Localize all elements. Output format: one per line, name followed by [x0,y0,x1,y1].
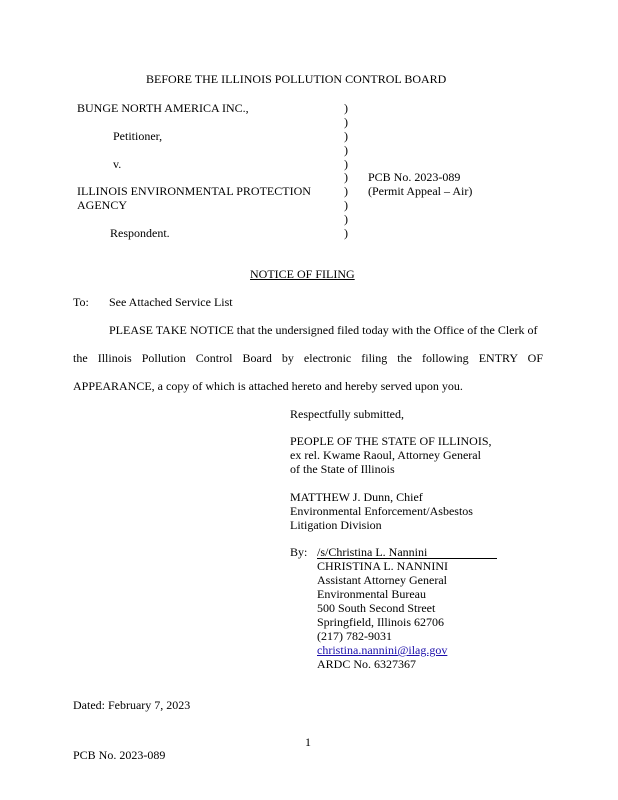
case-type: (Permit Appeal – Air) [368,184,473,198]
dated-line: Dated: February 7, 2023 [73,698,191,712]
attorney-street: 500 South Second Street [317,601,436,615]
versus-label: v. [113,157,122,171]
paren: ) [344,184,348,198]
body-line-2: the Illinois Pollution Control Board by electronic filing the following ENTRY OF [73,351,543,365]
paren: ) [344,170,348,184]
chief-line-1: MATTHEW J. Dunn, Chief [290,490,423,504]
people-line-3: of the State of Illinois [290,462,395,476]
attorney-title: Assistant Attorney General [317,573,447,587]
paren: ) [344,198,348,212]
electronic-signature: /s/Christina L. Nannini [317,545,428,559]
board-header: BEFORE THE ILLINOIS POLLUTION CONTROL BOARD [146,72,447,86]
attorney-phone: (217) 782-9031 [317,629,392,643]
paren: ) [344,212,348,226]
paren: ) [344,101,348,115]
paren: ) [344,226,348,240]
chief-line-3: Litigation Division [290,518,382,532]
to-value: See Attached Service List [109,295,233,309]
attorney-email-link[interactable]: christina.nannini@ilag.gov [317,643,448,657]
attorney-name: CHRISTINA L. NANNINI [317,559,448,573]
respondent-name-line2: AGENCY [77,198,127,212]
closing-text: Respectfully submitted, [290,407,404,421]
body-line-3: APPEARANCE, a copy of which is attached hereto and hereby served upon you. [73,379,463,393]
paren: ) [344,115,348,129]
chief-line-2: Environmental Enforcement/Asbestos [290,504,473,518]
by-label: By: [290,545,308,559]
to-label: To: [73,295,89,309]
paren: ) [344,129,348,143]
case-number: PCB No. 2023-089 [368,170,461,184]
body-line-1: PLEASE TAKE NOTICE that the undersigned filed today with the Office of the Clerk of [109,323,538,337]
paren: ) [344,157,348,171]
petitioner-role: Petitioner, [113,129,163,143]
notice-title: NOTICE OF FILING [250,267,355,281]
footer-case-number: PCB No. 2023-089 [73,748,166,762]
attorney-city: Springfield, Illinois 62706 [317,615,444,629]
paren: ) [344,143,348,157]
people-line-1: PEOPLE OF THE STATE OF ILLINOIS, [290,434,492,448]
petitioner-name: BUNGE NORTH AMERICA INC., [77,101,249,115]
respondent-name-line1: ILLINOIS ENVIRONMENTAL PROTECTION [77,184,311,198]
attorney-ardc: ARDC No. 6327367 [317,657,417,671]
respondent-role: Respondent. [110,226,170,240]
attorney-bureau: Environmental Bureau [317,587,426,601]
people-line-2: ex rel. Kwame Raoul, Attorney General [290,448,481,462]
page-number: 1 [305,735,311,749]
